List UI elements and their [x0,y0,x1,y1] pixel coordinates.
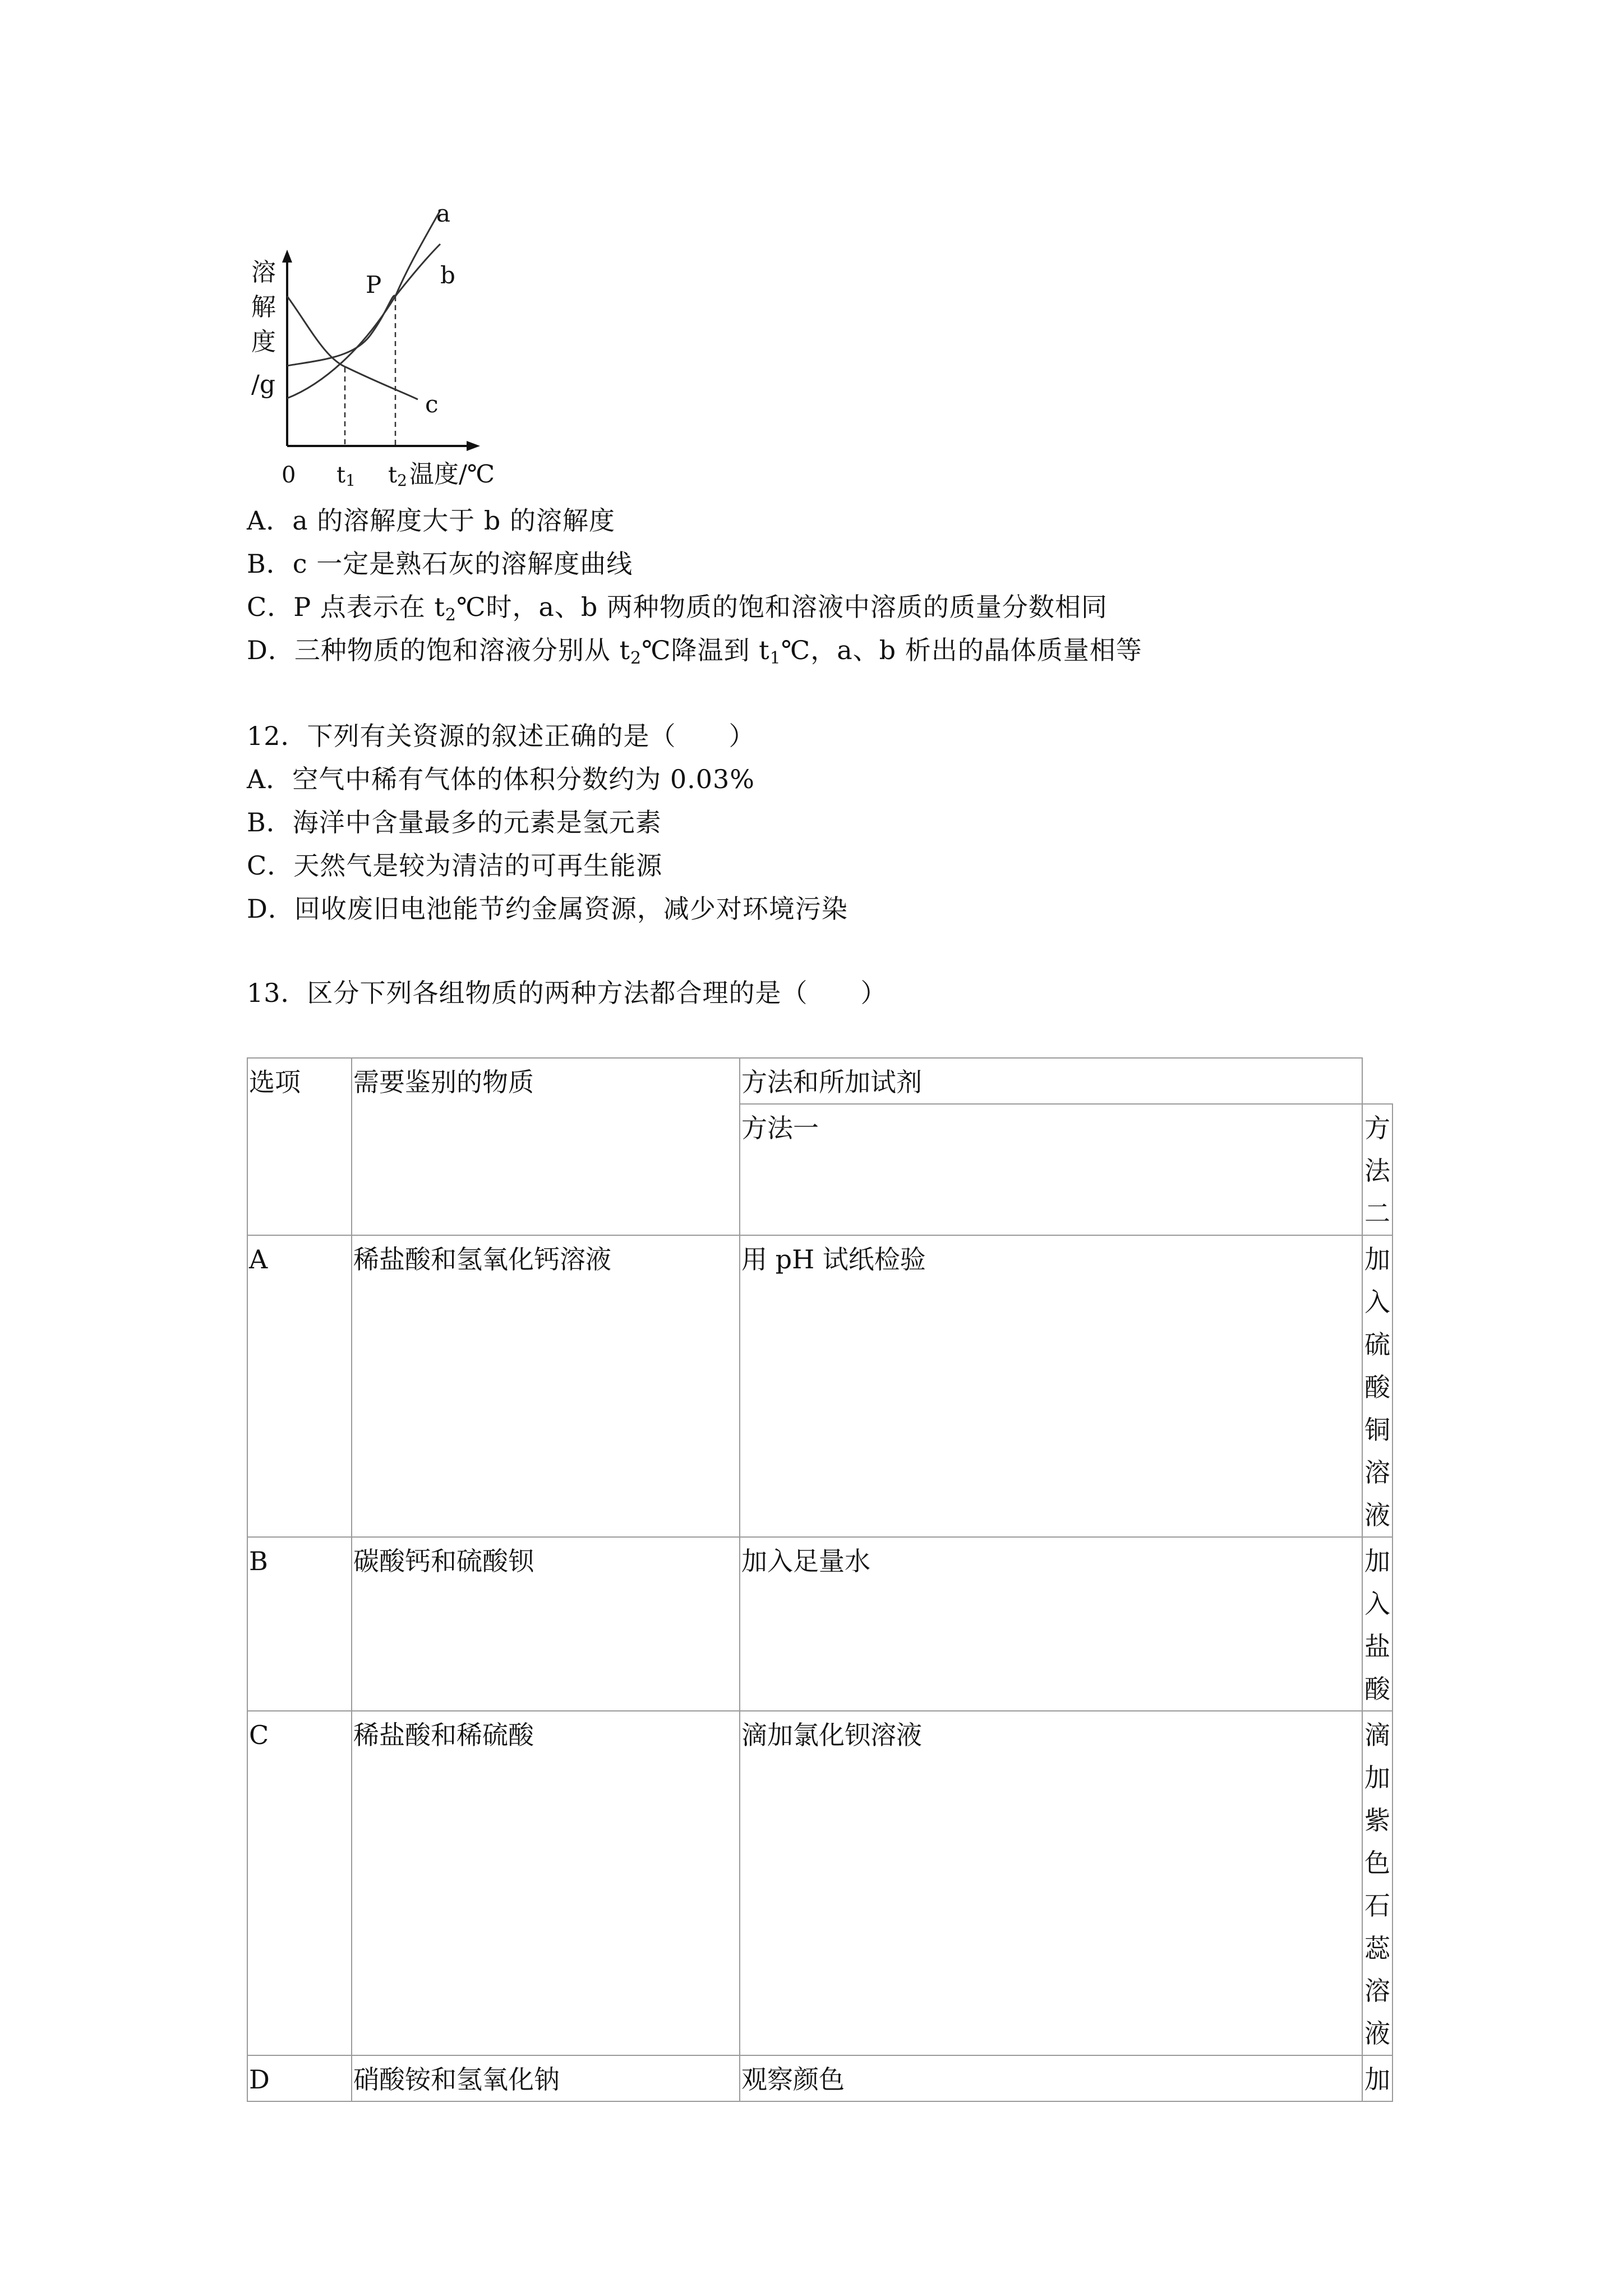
q11-d-mid: ℃降温到 t [642,635,770,665]
xlabel: 温度/℃ [409,460,495,489]
x-axis-arrow [467,441,480,451]
q12-option-c: C．天然气是较为清洁的可再生能源 [247,850,663,881]
row-d-method2-text: 加 [1364,2064,1390,2095]
solubility-graph [241,199,510,496]
q11-d-sub2: 1 [769,648,781,668]
origin-label: 0 [282,462,296,488]
q11-option-a: A．a 的溶解度大于 b 的溶解度 [247,505,615,536]
row-a-option: A [247,1235,352,1537]
table-row [247,1711,1393,2055]
q13-table [247,1057,1393,2102]
row-b-method2 [1362,1537,1393,1711]
row-d-option: D [247,2055,352,2101]
q11-c-sub: 2 [445,605,457,625]
curve-a-label: a [436,200,451,227]
row-c-method2 [1362,1711,1393,2055]
ylabel-3: 度 [251,328,276,356]
point-p-label: P [366,271,382,298]
q11-option-b: B．c 一定是熟石灰的溶解度曲线 [247,549,633,579]
curve-c-label: c [425,390,439,418]
ylabel-1: 溶 [251,258,276,287]
row-a-method2 [1362,1235,1393,1537]
ylabel-4: /g [251,370,275,399]
q12-option-d: D．回收废旧电池能节约金属资源，减少对环境污染 [247,894,848,924]
row-a-method2-text: 加入硫酸铜溶液 [1364,1244,1390,1530]
q11-d-sub1: 2 [630,648,642,668]
t2-label: t2 [388,462,407,490]
curve-b-label: b [440,261,455,289]
q11-d-pre: D．三种物质的饱和溶液分别从 t [247,635,630,665]
row-b-option: B [247,1537,352,1711]
row-d-method2 [1362,2055,1393,2101]
row-c-substances: 稀盐酸和稀硫酸 [352,1711,740,2055]
row-d-method1: 观察颜色 [740,2055,1362,2101]
row-c-option: C [247,1711,352,2055]
q13-stem: 13．区分下列各组物质的两种方法都合理的是（ ） [247,978,887,1008]
q11-d-post: ℃，a、b 析出的晶体质量相等 [781,635,1142,665]
table-header-row [247,1058,1393,1104]
header-method1: 方法一 [740,1104,1362,1235]
table-row [247,1235,1393,1537]
table-row [247,1537,1393,1711]
t1-label: t1 [336,462,356,490]
row-c-method1: 滴加氯化钡溶液 [740,1711,1362,2055]
header-methods: 方法和所加试剂 [740,1058,1362,1104]
q12-option-b: B．海洋中含量最多的元素是氢元素 [247,807,662,838]
row-d-substances: 硝酸铵和氢氧化钠 [352,2055,740,2101]
y-axis-arrow [282,250,292,263]
ylabel-2: 解 [251,293,276,321]
q11-c-post: ℃时，a、b 两种物质的饱和溶液中溶质的质量分数相同 [456,592,1108,622]
header-substances: 需要鉴别的物质 [352,1058,740,1235]
row-b-substances: 碳酸钙和硫酸钡 [352,1537,740,1711]
curve-a [287,210,440,366]
q11-option-c [247,590,1108,632]
q12-option-a: A．空气中稀有气体的体积分数约为 0.03% [247,764,755,794]
row-a-method1: 用 pH 试纸检验 [740,1235,1362,1537]
curve-c [287,296,418,399]
row-b-method2-text: 加入盐酸 [1364,1546,1390,1704]
q11-option-d [247,633,1142,675]
header-method2-text: 方法二 [1364,1113,1390,1228]
header-method2 [1362,1104,1393,1235]
header-option: 选项 [247,1058,352,1235]
q12-stem: 12．下列有关资源的叙述正确的是（ ） [247,721,755,751]
table-row [247,2055,1393,2101]
row-c-method2-text: 滴加紫色石蕊溶液 [1364,1720,1390,2049]
row-a-substances: 稀盐酸和氢氧化钙溶液 [352,1235,740,1537]
q11-c-pre: C．P 点表示在 t [247,592,445,622]
row-b-method1: 加入足量水 [740,1537,1362,1711]
header-empty-cell [1362,1058,1393,1104]
